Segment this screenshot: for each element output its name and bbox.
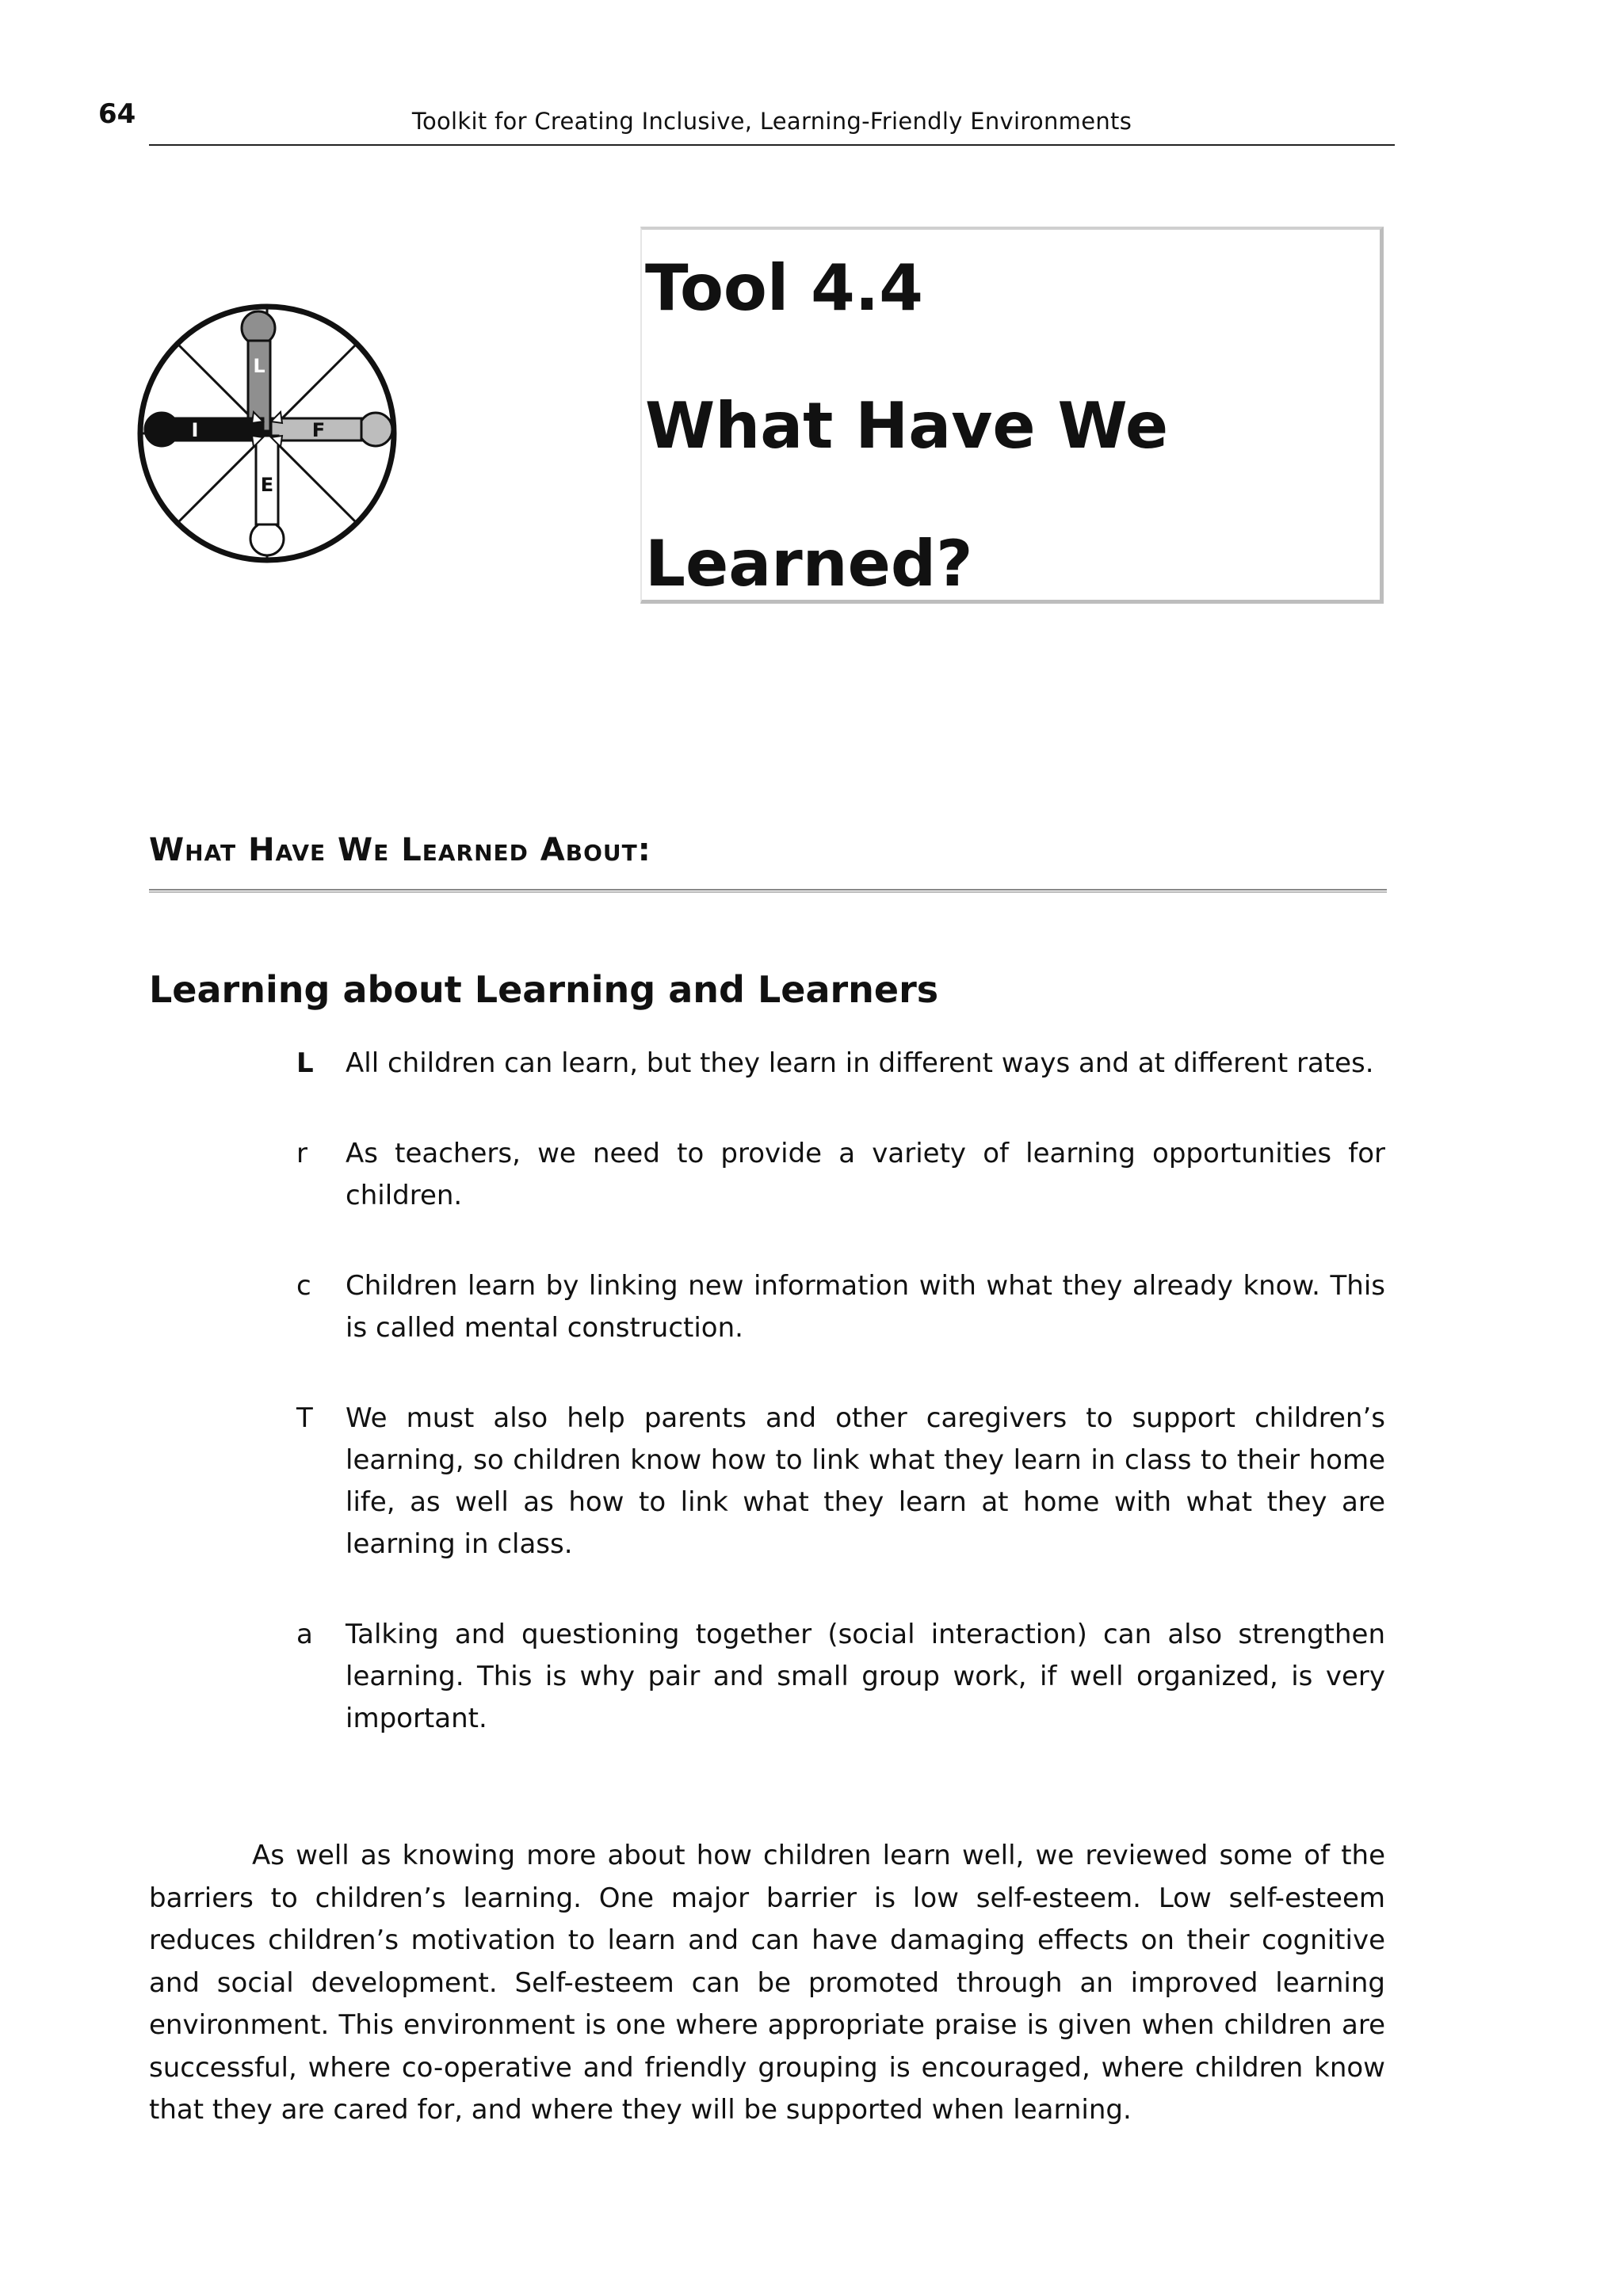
page-number: 64: [98, 98, 136, 130]
running-header: Toolkit for Creating Inclusive, Learning-Friendly Environments: [411, 108, 1132, 135]
list-item: [296, 1265, 1385, 1349]
section-divider: [149, 889, 1387, 893]
life-logo: [135, 301, 399, 566]
learning-points-list: [296, 1043, 1385, 1788]
subheading: Learning about Learning and Learners: [149, 968, 939, 1011]
tool-title-line-2: Learned?: [645, 527, 973, 601]
bullet-text: Children learn by linking new information with what they already know. This is called mental construction.: [346, 1270, 1385, 1344]
logo-letter-l: L: [253, 355, 265, 377]
tool-number: Tool 4.4: [645, 251, 923, 325]
bullet-marker: L: [296, 1047, 314, 1079]
tool-title-box: [640, 227, 1384, 604]
section-heading: What Have We Learned About:: [149, 832, 651, 868]
logo-letter-f: F: [311, 419, 326, 441]
tool-title-line-1: What Have We: [645, 389, 1169, 463]
list-item: [296, 1133, 1385, 1217]
bullet-marker: a: [296, 1619, 313, 1650]
bullet-marker: r: [296, 1138, 307, 1169]
header-divider: [149, 144, 1395, 146]
logo-letter-e: E: [260, 474, 274, 496]
bullet-text: We must also help parents and other caregivers to support children’s learning, so children know how to link what they learn in class to their home life, as well as how to link what they learn at home with what they are learning in class.: [346, 1402, 1385, 1560]
bullet-marker: c: [296, 1270, 311, 1302]
logo-letter-i: I: [191, 419, 199, 441]
bullet-text: Talking and questioning together (social interaction) can also strengthen learning. This is why pair and small group work, if well organized, is very important.: [346, 1619, 1385, 1734]
closing-paragraph: As well as knowing more about how children learn well, we reviewed some of the barriers to children’s learning. One major barrier is low self-esteem. Low self-esteem reduces children’s motivation to learn and can have damaging effects on their cognitive and social development. Self-esteem can be promoted through an improved learning environment. This environment is one where appropriate praise is given when children are successful, where co-operative and friendly grouping is encouraged, where children know that they are cared for, and where they will be supported when learning.: [149, 1840, 1385, 2126]
list-item: [296, 1043, 1385, 1085]
bullet-text: As teachers, we need to provide a variety of learning opportunities for children.: [346, 1138, 1385, 1211]
list-item: [296, 1614, 1385, 1740]
bullet-marker: T: [296, 1402, 313, 1434]
list-item: [296, 1398, 1385, 1566]
bullet-text: All children can learn, but they learn in different ways and at different rates.: [346, 1047, 1374, 1079]
